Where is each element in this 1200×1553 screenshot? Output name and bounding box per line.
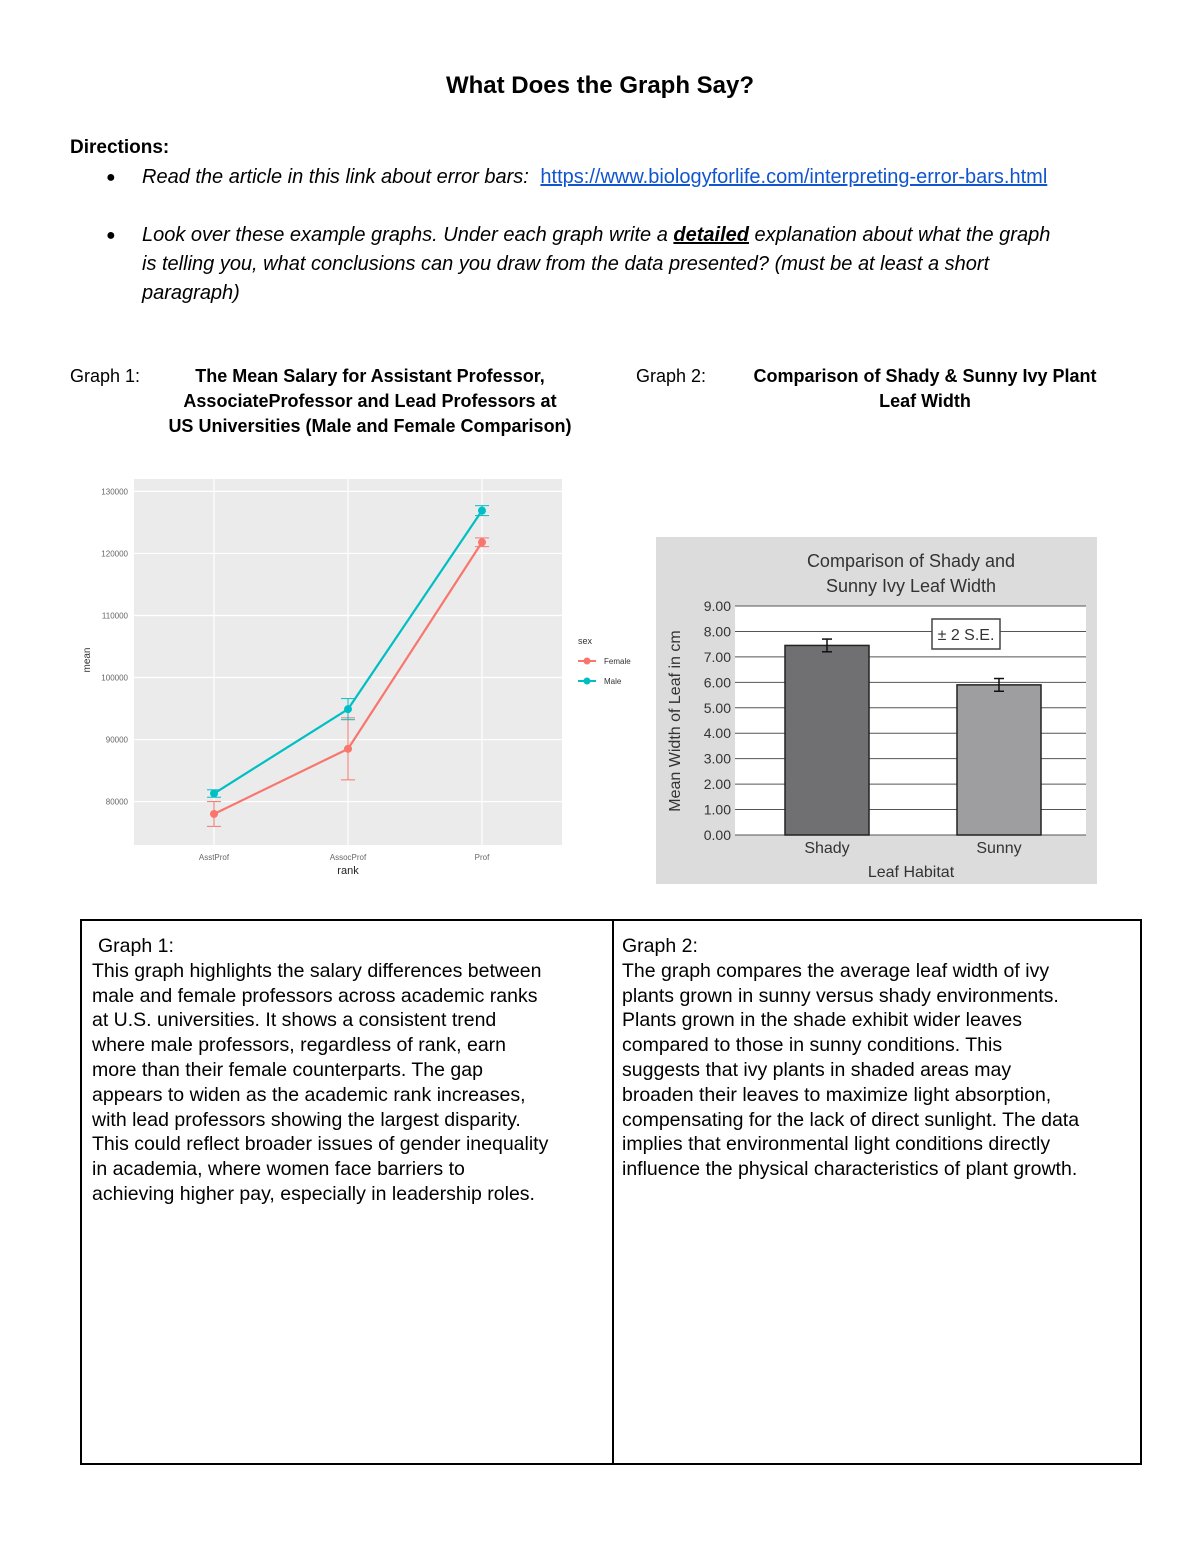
- answer-line: with lead professors showing the largest disparity.: [92, 1108, 521, 1131]
- graph1-answer-cell[interactable]: [92, 934, 604, 1207]
- chart1-point-male: [210, 790, 218, 798]
- chart2-x-tick-label: Sunny: [976, 840, 1022, 857]
- chart1-legend-label: Female: [604, 657, 631, 666]
- answer-line: appears to widen as the academic rank increases,: [92, 1083, 526, 1106]
- chart1-point-male: [344, 705, 352, 713]
- leaf-width-bar-chart: [656, 537, 1097, 884]
- directions-bullet-1: [106, 163, 1142, 192]
- chart2-y-tick-label: 0.00: [703, 827, 731, 843]
- answer-line: male and female professors across academic ranks: [92, 984, 538, 1007]
- answer-line: influence the physical characteristics of plant growth.: [622, 1158, 1078, 1181]
- chart1-legend-dot: [584, 678, 591, 685]
- answer-line: in academia, where women face barriers to: [92, 1158, 465, 1181]
- graph1-title: The Mean Salary for Assistant Professor, AssociateProfessor and Lead Professors at US Universities (Male and Female Comparison): [168, 366, 572, 436]
- answer-line: compensating for the lack of direct sunlight. The data: [622, 1108, 1080, 1131]
- answer-line: suggests that ivy plants in shaded areas may: [622, 1058, 1012, 1081]
- chart2-x-axis-label: Leaf Habitat: [867, 864, 955, 881]
- answer-line: This graph highlights the salary differences between: [92, 959, 542, 982]
- error-bars-article-link[interactable]: https://www.biologyforlife.com/interpreting-error-bars.html: [540, 166, 1048, 188]
- chart2-y-tick-label: 5.00: [703, 699, 731, 716]
- chart1-x-tick-label: AssocProf: [329, 853, 367, 862]
- answer-line: Plants grown in the shade exhibit wider leaves: [622, 1009, 1022, 1032]
- chart1-y-tick-label: 100000: [101, 673, 128, 683]
- chart2-y-tick-label: 4.00: [703, 725, 731, 742]
- chart2-y-tick-label: 7.00: [703, 648, 731, 665]
- chart1-x-tick-label: AsstProf: [198, 853, 230, 862]
- chart2-y-tick-label: 2.00: [703, 776, 731, 793]
- directions-bullet-2: [106, 221, 1142, 308]
- answer-line: This could reflect broader issues of gender inequality: [92, 1133, 549, 1156]
- graph2-answer-cell[interactable]: [622, 934, 1137, 1182]
- answer-table: [80, 919, 1142, 1465]
- chart2-title-line-1: Comparison of Shady and: [806, 551, 1016, 571]
- answer-line: The graph compares the average leaf width of ivy: [622, 959, 1050, 982]
- salary-line-chart: [70, 470, 640, 880]
- chart1-point-female: [344, 745, 352, 753]
- chart1-y-tick-label: 130000: [101, 487, 128, 497]
- chart2-bar-shady: [785, 645, 869, 835]
- chart2-y-tick-label: 8.00: [703, 623, 731, 640]
- chart1-x-tick-label: Prof: [474, 853, 490, 862]
- bullet-2-line-2: is telling you, what conclusions can you draw from the data presented? (must be at least a short: [142, 253, 990, 275]
- directions-label: Directions:: [70, 137, 170, 158]
- chart1-y-tick-label: 80000: [105, 797, 128, 807]
- answer-line: more than their female counterparts. The gap: [92, 1058, 483, 1081]
- bullet-dot-icon: ●: [106, 227, 116, 244]
- bullet-2-line-3: paragraph): [142, 282, 240, 304]
- answer-line: where male professors, regardless of rank, earn: [92, 1034, 507, 1057]
- chart2-y-tick-label: 1.00: [703, 801, 731, 818]
- graph2-title: Comparison of Shady & Sunny Ivy Plant Leaf Width: [753, 366, 1097, 411]
- chart1-legend-label: Male: [604, 677, 622, 686]
- chart2-y-tick-label: 3.00: [703, 750, 731, 767]
- chart2-title-line-2: Sunny Ivy Leaf Width: [825, 576, 997, 596]
- page-title: What Does the Graph Say?: [445, 72, 755, 99]
- chart2-annotation: ± 2 S.E.: [937, 627, 995, 644]
- chart2-bar-sunny: [957, 685, 1041, 835]
- chart2-x-tick-label: Shady: [804, 840, 850, 857]
- chart1-point-female: [478, 538, 486, 546]
- graph1-answer-heading: Graph 1:: [98, 935, 174, 957]
- answer-line: compared to those in sunny conditions. This: [622, 1034, 1003, 1057]
- table-divider: [612, 921, 614, 1463]
- chart2-y-axis-label: Mean Width of Leaf in cm: [667, 630, 684, 812]
- answer-line: implies that environmental light conditions directly: [622, 1133, 1051, 1156]
- chart1-point-female: [210, 810, 218, 818]
- bullet-dot-icon: ●: [106, 169, 116, 186]
- graph2-answer-heading: Graph 2:: [622, 935, 698, 957]
- chart1-x-axis-label: rank: [337, 865, 359, 877]
- chart2-y-tick-label: 6.00: [703, 674, 731, 691]
- answer-line: broaden their leaves to maximize light absorption,: [622, 1083, 1052, 1106]
- bullet-1-text: Read the article in this link about error bars:: [142, 166, 529, 188]
- graph1-label: Graph 1:: [70, 366, 141, 386]
- bullet-2-line-1: Look over these example graphs. Under each graph write a detailed explanation about what the graph: [142, 224, 1051, 246]
- detailed-emphasis: detailed: [673, 224, 749, 246]
- answer-line: plants grown in sunny versus shady environments.: [622, 984, 1059, 1007]
- chart1-y-tick-label: 120000: [101, 549, 128, 559]
- chart2-y-tick-label: 9.00: [703, 598, 731, 614]
- chart1-legend-dot: [584, 658, 591, 665]
- chart1-point-male: [478, 507, 486, 515]
- answer-line: at U.S. universities. It shows a consistent trend: [92, 1009, 497, 1032]
- answer-line: achieving higher pay, especially in leadership roles.: [92, 1182, 535, 1205]
- chart1-y-tick-label: 90000: [105, 735, 128, 745]
- chart1-y-axis-label: mean: [82, 647, 93, 673]
- chart1-legend-title: sex: [578, 636, 593, 646]
- graph2-label: Graph 2:: [636, 366, 707, 386]
- chart1-y-tick-label: 110000: [101, 611, 128, 621]
